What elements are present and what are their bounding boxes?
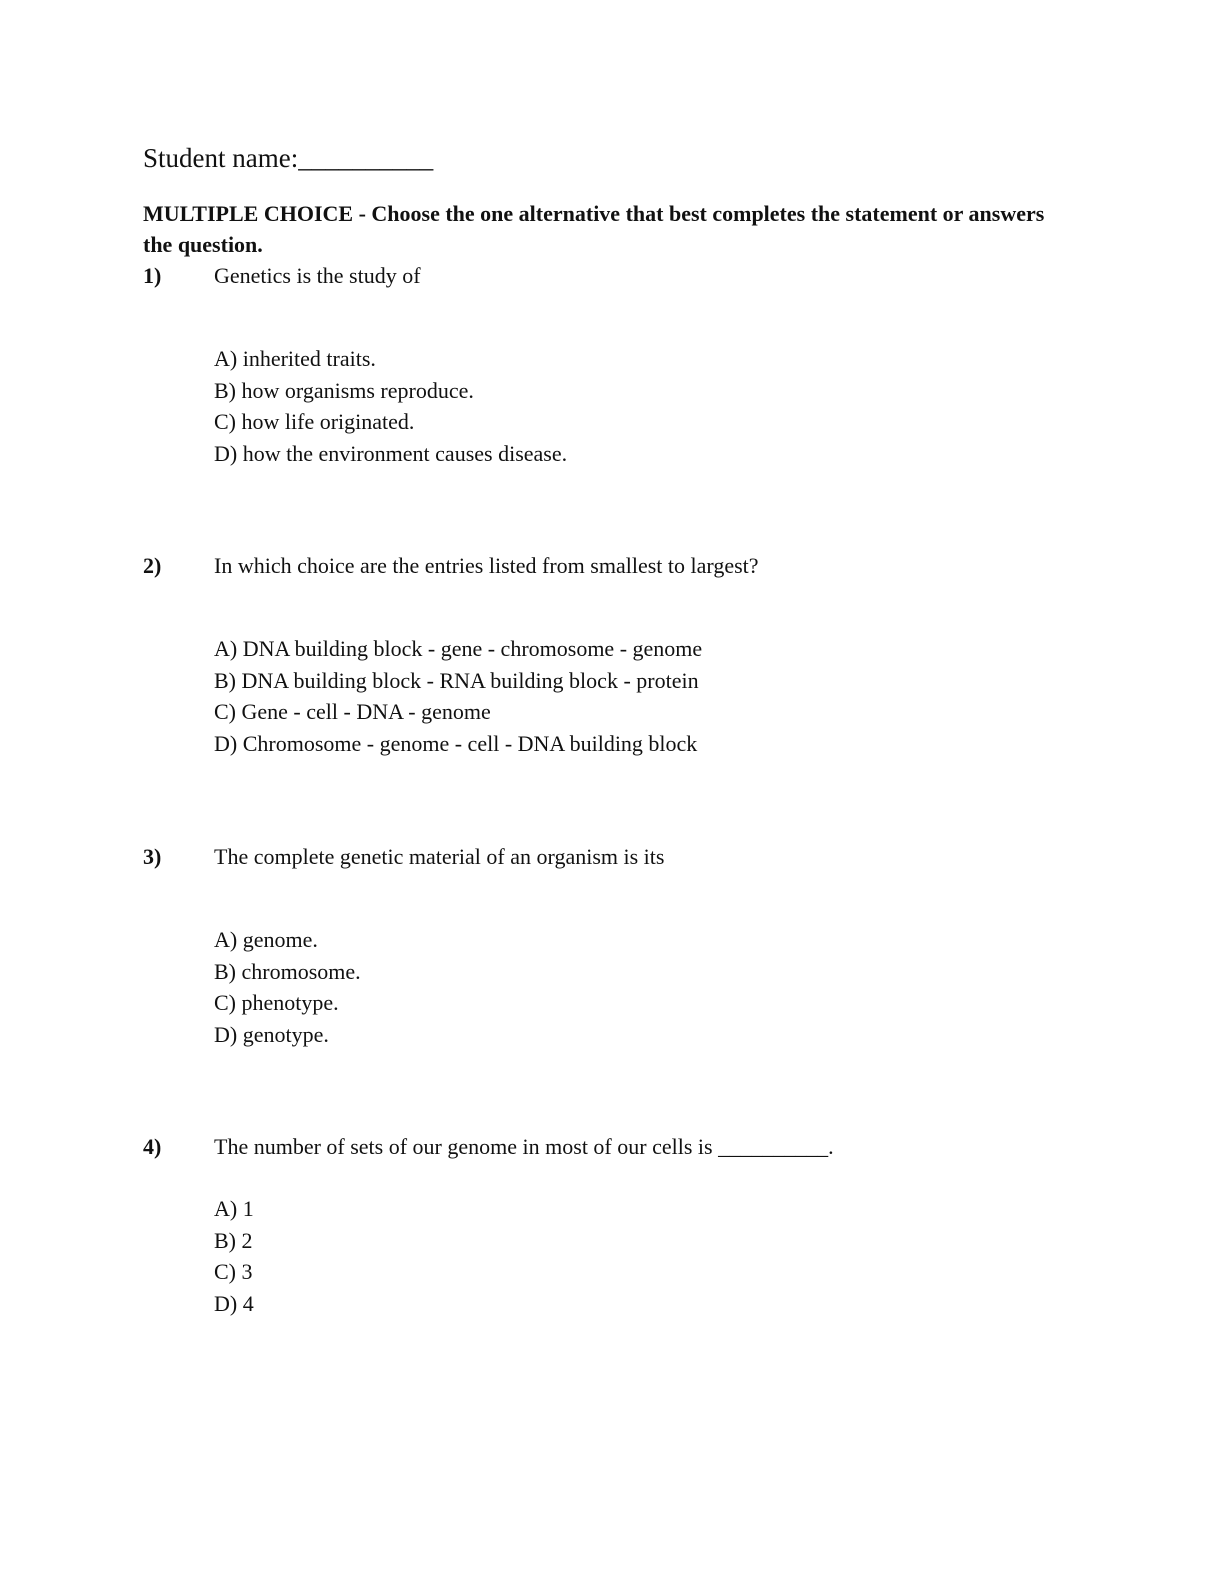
answer-options: [214, 633, 702, 759]
question-stem: In which choice are the entries listed from smallest to largest?: [214, 553, 759, 578]
answer-option-d: D) how the environment causes disease.: [214, 440, 568, 466]
question-number: 2): [143, 553, 162, 578]
answer-option-b: B) how organisms reproduce.: [214, 377, 474, 403]
answer-option-b: B) 2: [214, 1227, 253, 1253]
question-stem: The number of sets of our genome in most of our cells is __________.: [214, 1134, 834, 1159]
answer-options: [214, 1193, 254, 1319]
answer-option-d: D) 4: [214, 1290, 254, 1316]
question-number: 3): [143, 844, 162, 869]
student-name-line: Student name:__________: [143, 143, 434, 173]
answer-option-c: C) phenotype.: [214, 990, 339, 1015]
answer-option-d: D) genotype.: [214, 1021, 329, 1047]
question-number: 1): [143, 263, 162, 288]
answer-options: [214, 924, 361, 1050]
section-instructions: MULTIPLE CHOICE - Choose the one alternative that best completes the statement or answers the question.: [143, 201, 1045, 257]
answer-option-a: A) genome.: [214, 927, 318, 952]
question-stem: The complete genetic material of an organism is its: [214, 844, 665, 869]
answer-option-a: A) inherited traits.: [214, 346, 376, 371]
answer-options: [214, 343, 567, 469]
answer-option-b: B) chromosome.: [214, 958, 361, 984]
question-stem: Genetics is the study of: [214, 263, 421, 288]
answer-option-b: B) DNA building block - RNA building block - protein: [214, 667, 699, 693]
answer-option-d: D) Chromosome - genome - cell - DNA building block: [214, 730, 698, 756]
question-number: 4): [143, 1134, 162, 1159]
answer-option-c: C) 3: [214, 1259, 253, 1284]
answer-option-c: C) Gene - cell - DNA - genome: [214, 699, 491, 724]
answer-option-c: C) how life originated.: [214, 409, 415, 434]
answer-option-a: A) DNA building block - gene - chromosome - genome: [214, 636, 703, 661]
answer-option-a: A) 1: [214, 1196, 254, 1221]
